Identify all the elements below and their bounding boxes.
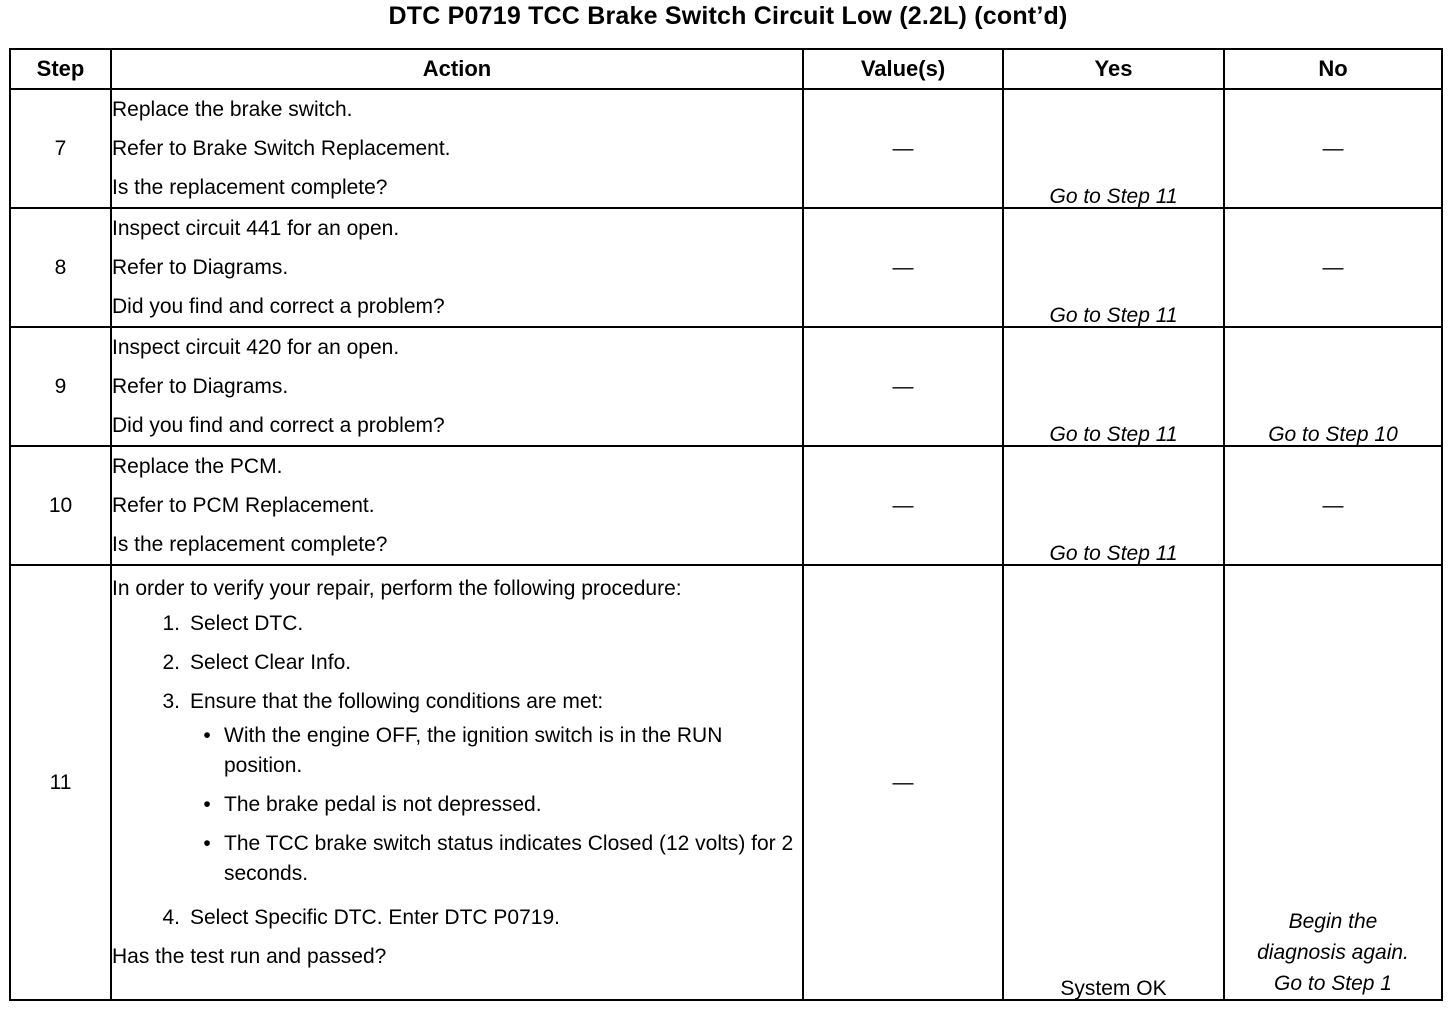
action-line: Refer to Diagrams. <box>112 256 289 279</box>
column-header-values: Value(s) <box>803 49 1003 89</box>
values-cell: — <box>803 446 1003 565</box>
yes-cell: Go to Step 11 <box>1003 208 1224 327</box>
action-line: Did you find and correct a problem? <box>112 414 445 437</box>
procedure-number: 4. <box>162 906 180 929</box>
step-number: 10 <box>10 446 111 565</box>
no-line: Go to Step 1 <box>1274 972 1392 995</box>
action-line: Is the replacement complete? <box>112 176 388 199</box>
yes-cell: Go to Step 11 <box>1003 327 1224 446</box>
action-line: Refer to Diagrams. <box>112 375 289 398</box>
procedure-number: 1. <box>162 612 180 635</box>
column-header-step: Step <box>10 49 111 89</box>
procedure-text: Select DTC. <box>190 612 304 635</box>
bullet-mark: • <box>203 724 211 747</box>
condition-item <box>190 721 802 781</box>
action-line: Did you find and correct a problem? <box>112 295 445 318</box>
no-cell: Go to Step 10 <box>1224 327 1442 446</box>
step-number: 9 <box>10 327 111 446</box>
action-line: Replace the brake switch. <box>112 98 353 121</box>
action-line: Refer to Brake Switch Replacement. <box>112 137 451 160</box>
procedure-body <box>190 682 802 898</box>
table-row-step-8 <box>10 208 1442 327</box>
yes-cell: Go to Step 11 <box>1003 446 1224 565</box>
yes-cell: System OK <box>1003 565 1224 1000</box>
column-header-yes: Yes <box>1003 49 1224 89</box>
procedure-text: Select Clear Info. <box>190 651 352 674</box>
action-cell <box>111 208 803 327</box>
action-line: Is the replacement complete? <box>112 533 388 556</box>
table-header-row <box>10 49 1442 89</box>
procedure-item <box>112 604 802 643</box>
action-line: Inspect circuit 420 for an open. <box>112 336 400 359</box>
bullet-mark: • <box>203 832 211 855</box>
procedure-number: 2. <box>162 651 180 674</box>
table-row-step-7 <box>10 89 1442 208</box>
no-line: diagnosis again. <box>1257 941 1409 964</box>
values-cell: — <box>803 89 1003 208</box>
step-number: 8 <box>10 208 111 327</box>
page-title: DTC P0719 TCC Brake Switch Circuit Low (2.2L) (cont’d) <box>388 2 1068 30</box>
no-cell: — <box>1224 446 1442 565</box>
procedure-item <box>112 898 802 937</box>
table-row-step-10 <box>10 446 1442 565</box>
action-cell <box>111 446 803 565</box>
condition-item <box>190 790 802 820</box>
procedure-item <box>112 643 802 682</box>
procedure-item <box>112 682 802 898</box>
step-number: 11 <box>10 565 111 1000</box>
procedure-number: 3. <box>162 690 180 713</box>
step-number: 7 <box>10 89 111 208</box>
condition-item <box>190 829 802 889</box>
action-line: Refer to PCM Replacement. <box>112 494 375 517</box>
action-cell <box>111 89 803 208</box>
values-cell: — <box>803 565 1003 1000</box>
action-cell <box>111 565 803 1000</box>
table-row-step-9 <box>10 327 1442 446</box>
no-cell <box>1224 565 1442 1000</box>
condition-text: The brake pedal is not depressed. <box>224 793 542 816</box>
verify-intro: In order to verify your repair, perform the following procedure: <box>112 577 682 600</box>
no-cell: — <box>1224 208 1442 327</box>
bullet-mark: • <box>203 793 211 816</box>
yes-cell: Go to Step 11 <box>1003 89 1224 208</box>
table-row-step-11 <box>10 565 1442 1000</box>
procedure-text: Select Specific DTC. Enter DTC P0719. <box>190 906 560 929</box>
verify-question: Has the test run and passed? <box>112 945 387 968</box>
action-cell <box>111 327 803 446</box>
action-line: Inspect circuit 441 for an open. <box>112 217 400 240</box>
no-line: Begin the <box>1288 910 1378 933</box>
condition-text: With the engine OFF, the ignition switch is in the RUN position. <box>224 724 723 777</box>
no-cell: — <box>1224 89 1442 208</box>
diagnostic-table <box>9 48 1443 1001</box>
column-header-no: No <box>1224 49 1442 89</box>
values-cell: — <box>803 208 1003 327</box>
values-cell: — <box>803 327 1003 446</box>
procedure-list <box>112 604 802 937</box>
column-header-action: Action <box>111 49 803 89</box>
condition-text: The TCC brake switch status indicates Closed (12 volts) for 2 seconds. <box>224 832 794 885</box>
action-line: Replace the PCM. <box>112 455 283 478</box>
procedure-text: Ensure that the following conditions are met: <box>190 690 604 713</box>
condition-list <box>190 721 802 889</box>
